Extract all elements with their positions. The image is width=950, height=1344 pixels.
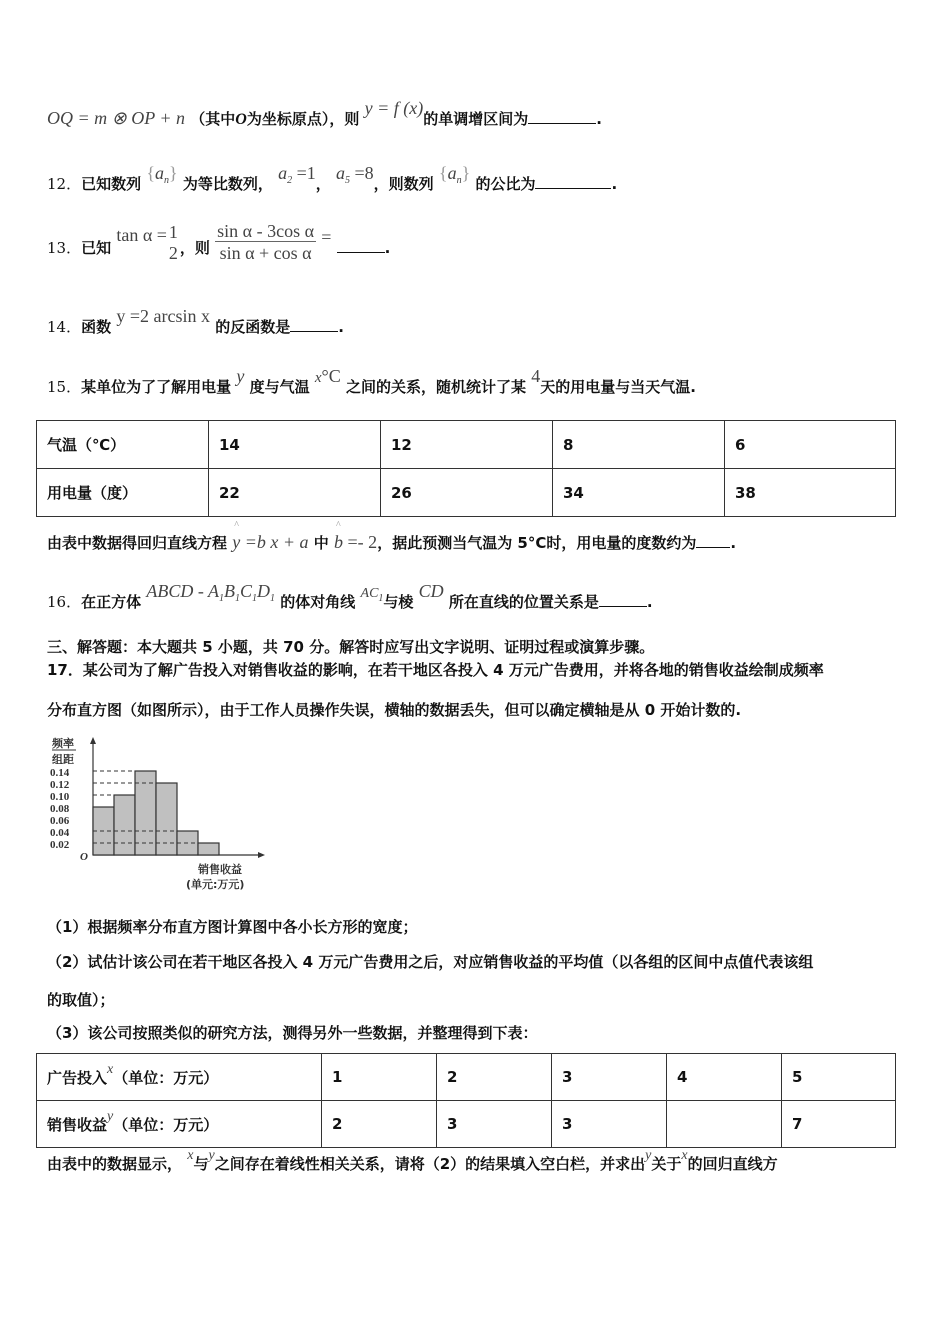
q11-tail: OQ = m ⊗ OP + n （其中O为坐标原点），则 y = f (x)的单调增区间为 . — [47, 98, 602, 128]
answer-blank[interactable] — [599, 592, 647, 607]
ylabel-bottom: 组距 — [52, 754, 74, 766]
svg-text:0.14: 0.14 — [50, 767, 70, 779]
q13-fraction: $\frac{\text{sin α - 3cos α}}{\text{sin α + cos α}}$ — [217, 221, 315, 263]
svg-text:0.12: 0.12 — [50, 779, 70, 791]
q17-part3: （3）该公司按照类似的研究方法，测得另外一些数据，并整理得到下表： — [47, 1024, 538, 1042]
section-3-heading: 三、解答题：本大题共 5 小题，共 70 分。解答时应写出文字说明、证明过程或演算步骤。 — [47, 638, 655, 656]
xlabel: 销售收益 — [198, 863, 242, 876]
question-17-line2: 分布直方图（如图所示），由于工作人员操作失误，横轴的数据丢失，但可以确定横轴是从 0 开始计数的. — [47, 701, 742, 719]
svg-text:0.08: 0.08 — [50, 803, 70, 815]
frequency-histogram — [50, 735, 270, 895]
question-16: 16．在正方体 ABCD - $A^1B^1C^1D^1$ 的体对角线 $AC^1$与棱 CD 所在直线的位置关系是 . — [47, 581, 653, 611]
svg-text:O: O — [80, 851, 88, 863]
answer-blank[interactable] — [528, 109, 596, 124]
answer-blank[interactable] — [696, 533, 730, 548]
table-row: 广告投入x（单位：万元） 1 2 3 4 5 — [37, 1054, 896, 1101]
answer-blank[interactable] — [290, 317, 338, 332]
svg-text:0.10: 0.10 — [50, 791, 70, 803]
ad-revenue-table — [36, 1053, 896, 1148]
svg-text:0.02: 0.02 — [50, 839, 70, 851]
q11-func: y = f (x) — [364, 98, 424, 118]
table-row: 气温（℃） 14 12 8 6 — [37, 421, 896, 469]
svg-text:0.04: 0.04 — [50, 827, 70, 839]
temperature-electricity-table — [36, 420, 896, 517]
question-13: 13．已知 tan α = 1 2 ，则 $\frac{\text{sin α - 3cos α}}{\text{sin α + cos α}}$ = . — [47, 221, 391, 263]
question-12: 12．已知数列 $\{a^n\}$ 为等比数列， $a^2 =1$， $a^5 =8$，则数列 $\{a^n\}$ 的公比为 . — [47, 163, 618, 193]
q17-part2b: 的取值）； — [47, 991, 115, 1009]
question-15: 15．某单位为了了解用电量 y 度与气温 x°C 之间的关系，随机统计了某 4天的用电量与当天气温. — [47, 366, 696, 396]
table-row: 销售收益y（单位：万元） 2 3 3 7 — [37, 1101, 896, 1148]
q17-part1: （1）根据频率分布直方图计算图中各小长方形的宽度； — [47, 918, 418, 936]
q11-formula: OQ = m ⊗ OP + n — [47, 108, 186, 128]
q17-part2a: （2）试估计该公司在若干地区各投入 4 万元广告费用之后，对应销售收益的平均值（以各组的区间中点值代表该组 — [47, 953, 814, 971]
xlabel-unit: (单元:万元) — [186, 878, 245, 891]
question-14: 14．函数 y =2 arcsin x 的反函数是 . — [47, 306, 344, 336]
question-17-line1: 17．某公司为了解广告投入对销售收益的影响，在若干地区各投入 4 万元广告费用，并将各地的销售收益绘制成频率 — [47, 661, 824, 679]
answer-blank[interactable] — [337, 238, 385, 253]
svg-text:0.06: 0.06 — [50, 815, 70, 827]
ylabel-top: 频率 — [52, 738, 74, 750]
blank-cell[interactable] — [667, 1101, 782, 1148]
answer-blank[interactable] — [535, 174, 611, 189]
table-row: 用电量（度） 22 26 34 38 — [37, 469, 896, 517]
q17-after-table: 由表中的数据显示， x与y之间存在着线性相关关系，请将（2）的结果填入空白栏，并求出y关于x的回归直线方 — [47, 1148, 778, 1173]
q15-regression-text: 由表中数据得回归直线方程 ^ y =b x + a 中 ^ b =- 2，据此预测当气温为 5°C时，用电量的度数约为 . — [47, 532, 736, 553]
